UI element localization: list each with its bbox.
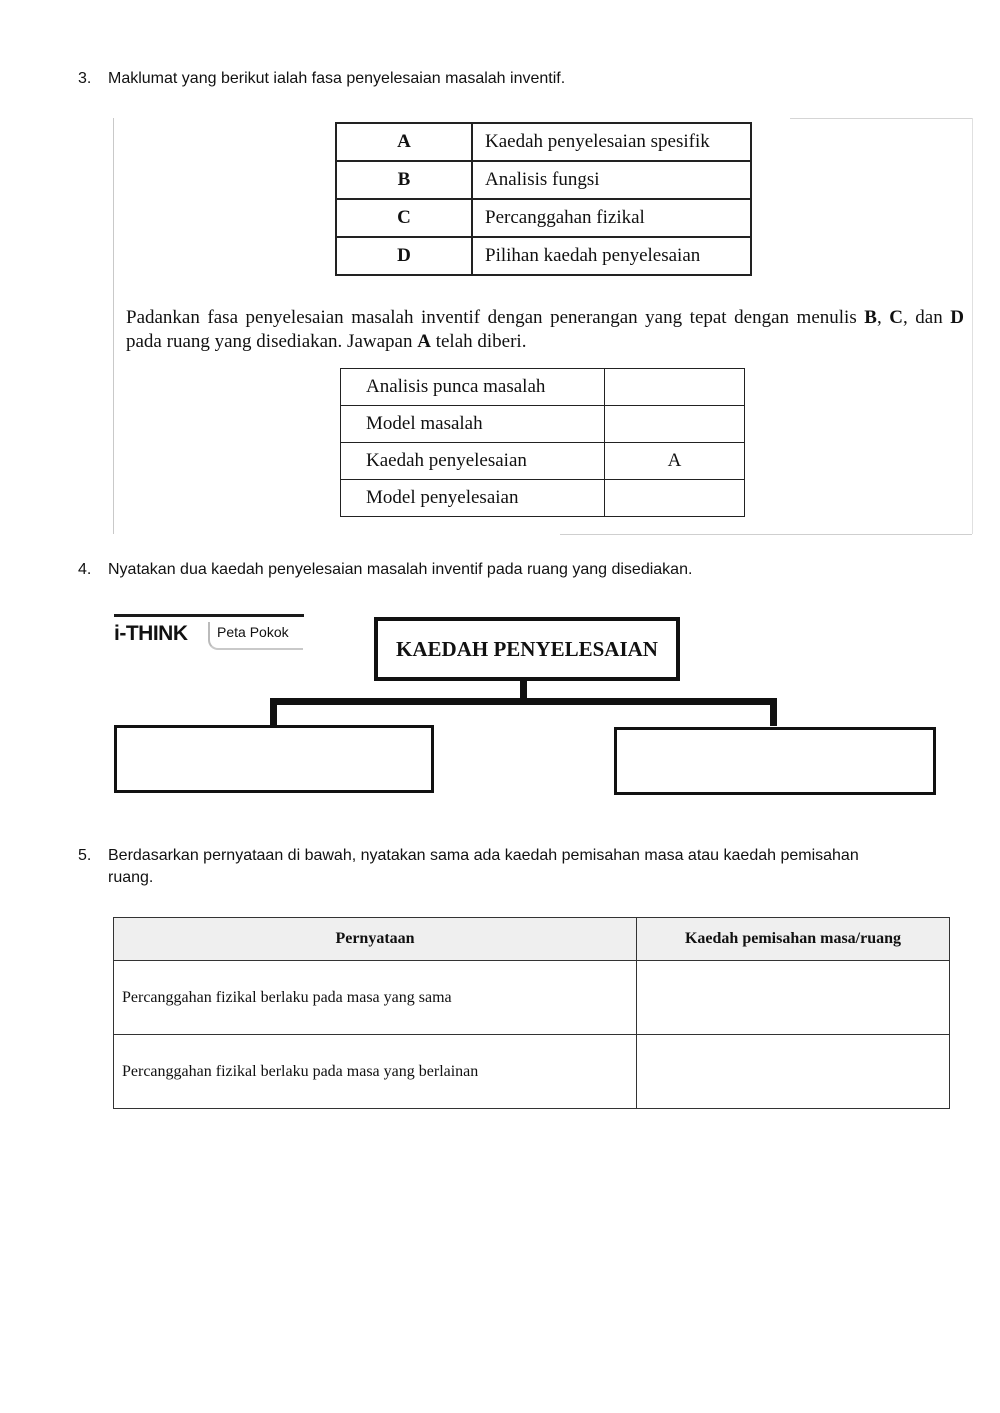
question-number: 4. bbox=[78, 561, 92, 578]
description-cell: Kaedah penyelesaian bbox=[341, 443, 605, 480]
table-row bbox=[336, 237, 751, 275]
answer-cell: A bbox=[605, 443, 745, 480]
scan-edge-line bbox=[790, 118, 972, 119]
answer-cell[interactable] bbox=[605, 369, 745, 406]
instruction-text: telah diberi. bbox=[430, 331, 527, 352]
instruction-text: , bbox=[876, 307, 890, 328]
tree-connector bbox=[270, 698, 777, 705]
phase-key: A bbox=[336, 123, 472, 161]
question-text: Maklumat yang berikut ialah fasa penyelesaian masalah inventif. bbox=[108, 70, 566, 87]
table-row bbox=[336, 161, 751, 199]
instruction-text: , dan bbox=[903, 307, 951, 328]
scan-edge-line bbox=[560, 534, 972, 535]
matching-instruction bbox=[126, 306, 964, 354]
instruction-bold: B bbox=[864, 307, 877, 328]
phase-key-table bbox=[335, 122, 752, 276]
table-header-row bbox=[114, 918, 950, 961]
tree-connector bbox=[270, 698, 277, 726]
tree-connector bbox=[770, 698, 777, 726]
instruction-bold: C bbox=[889, 307, 903, 328]
question-number: 3. bbox=[78, 70, 92, 87]
tree-root-label: KAEDAH PENYELESAIAN bbox=[396, 636, 658, 661]
phase-value: Pilihan kaedah penyelesaian bbox=[472, 237, 751, 275]
table-row bbox=[341, 443, 745, 480]
matching-table bbox=[340, 368, 745, 517]
description-cell: Model penyelesaian bbox=[341, 480, 605, 517]
map-type-label: Peta Pokok bbox=[208, 622, 303, 650]
phase-key: B bbox=[336, 161, 472, 199]
answer-cell[interactable] bbox=[637, 961, 950, 1035]
answer-box-left[interactable] bbox=[114, 725, 434, 793]
table-row bbox=[114, 961, 950, 1035]
phase-value: Percanggahan fizikal bbox=[472, 199, 751, 237]
phase-value: Kaedah penyelesaian spesifik bbox=[472, 123, 751, 161]
instruction-bold: A bbox=[417, 331, 431, 352]
table-row bbox=[341, 369, 745, 406]
separation-method-table bbox=[113, 917, 950, 1109]
tree-root-box bbox=[374, 617, 680, 681]
statement-cell: Percanggahan fizikal berlaku pada masa yang sama bbox=[114, 961, 637, 1035]
description-cell: Analisis punca masalah bbox=[341, 369, 605, 406]
answer-cell[interactable] bbox=[637, 1035, 950, 1109]
column-header: Pernyataan bbox=[114, 918, 637, 961]
phase-key: D bbox=[336, 237, 472, 275]
answer-cell[interactable] bbox=[605, 480, 745, 517]
logo-underline bbox=[114, 614, 304, 617]
question-text: Berdasarkan pernyataan di bawah, nyatakan sama ada kaedah pemisahan masa atau kaedah pemisahan ruang. bbox=[108, 847, 859, 886]
answer-cell[interactable] bbox=[605, 406, 745, 443]
phase-value: Analisis fungsi bbox=[472, 161, 751, 199]
answer-box-right[interactable] bbox=[614, 727, 936, 795]
question-text: Nyatakan dua kaedah penyelesaian masalah inventif pada ruang yang disediakan. bbox=[108, 561, 693, 578]
phase-key: C bbox=[336, 199, 472, 237]
table-row bbox=[336, 123, 751, 161]
instruction-text: Padankan fasa penyelesaian masalah inventif dengan penerangan yang tepat dengan menulis bbox=[126, 307, 865, 328]
description-cell: Model masalah bbox=[341, 406, 605, 443]
ithink-logo: i-THINK bbox=[114, 622, 188, 645]
instruction-bold: D bbox=[950, 307, 965, 328]
table-row bbox=[341, 480, 745, 517]
table-row bbox=[341, 406, 745, 443]
question-number: 5. bbox=[78, 847, 92, 864]
instruction-text: pada ruang yang disediakan. Jawapan bbox=[126, 331, 418, 352]
table-row bbox=[114, 1035, 950, 1109]
table-row bbox=[336, 199, 751, 237]
statement-cell: Percanggahan fizikal berlaku pada masa yang berlainan bbox=[114, 1035, 637, 1109]
column-header: Kaedah pemisahan masa/ruang bbox=[637, 918, 950, 961]
